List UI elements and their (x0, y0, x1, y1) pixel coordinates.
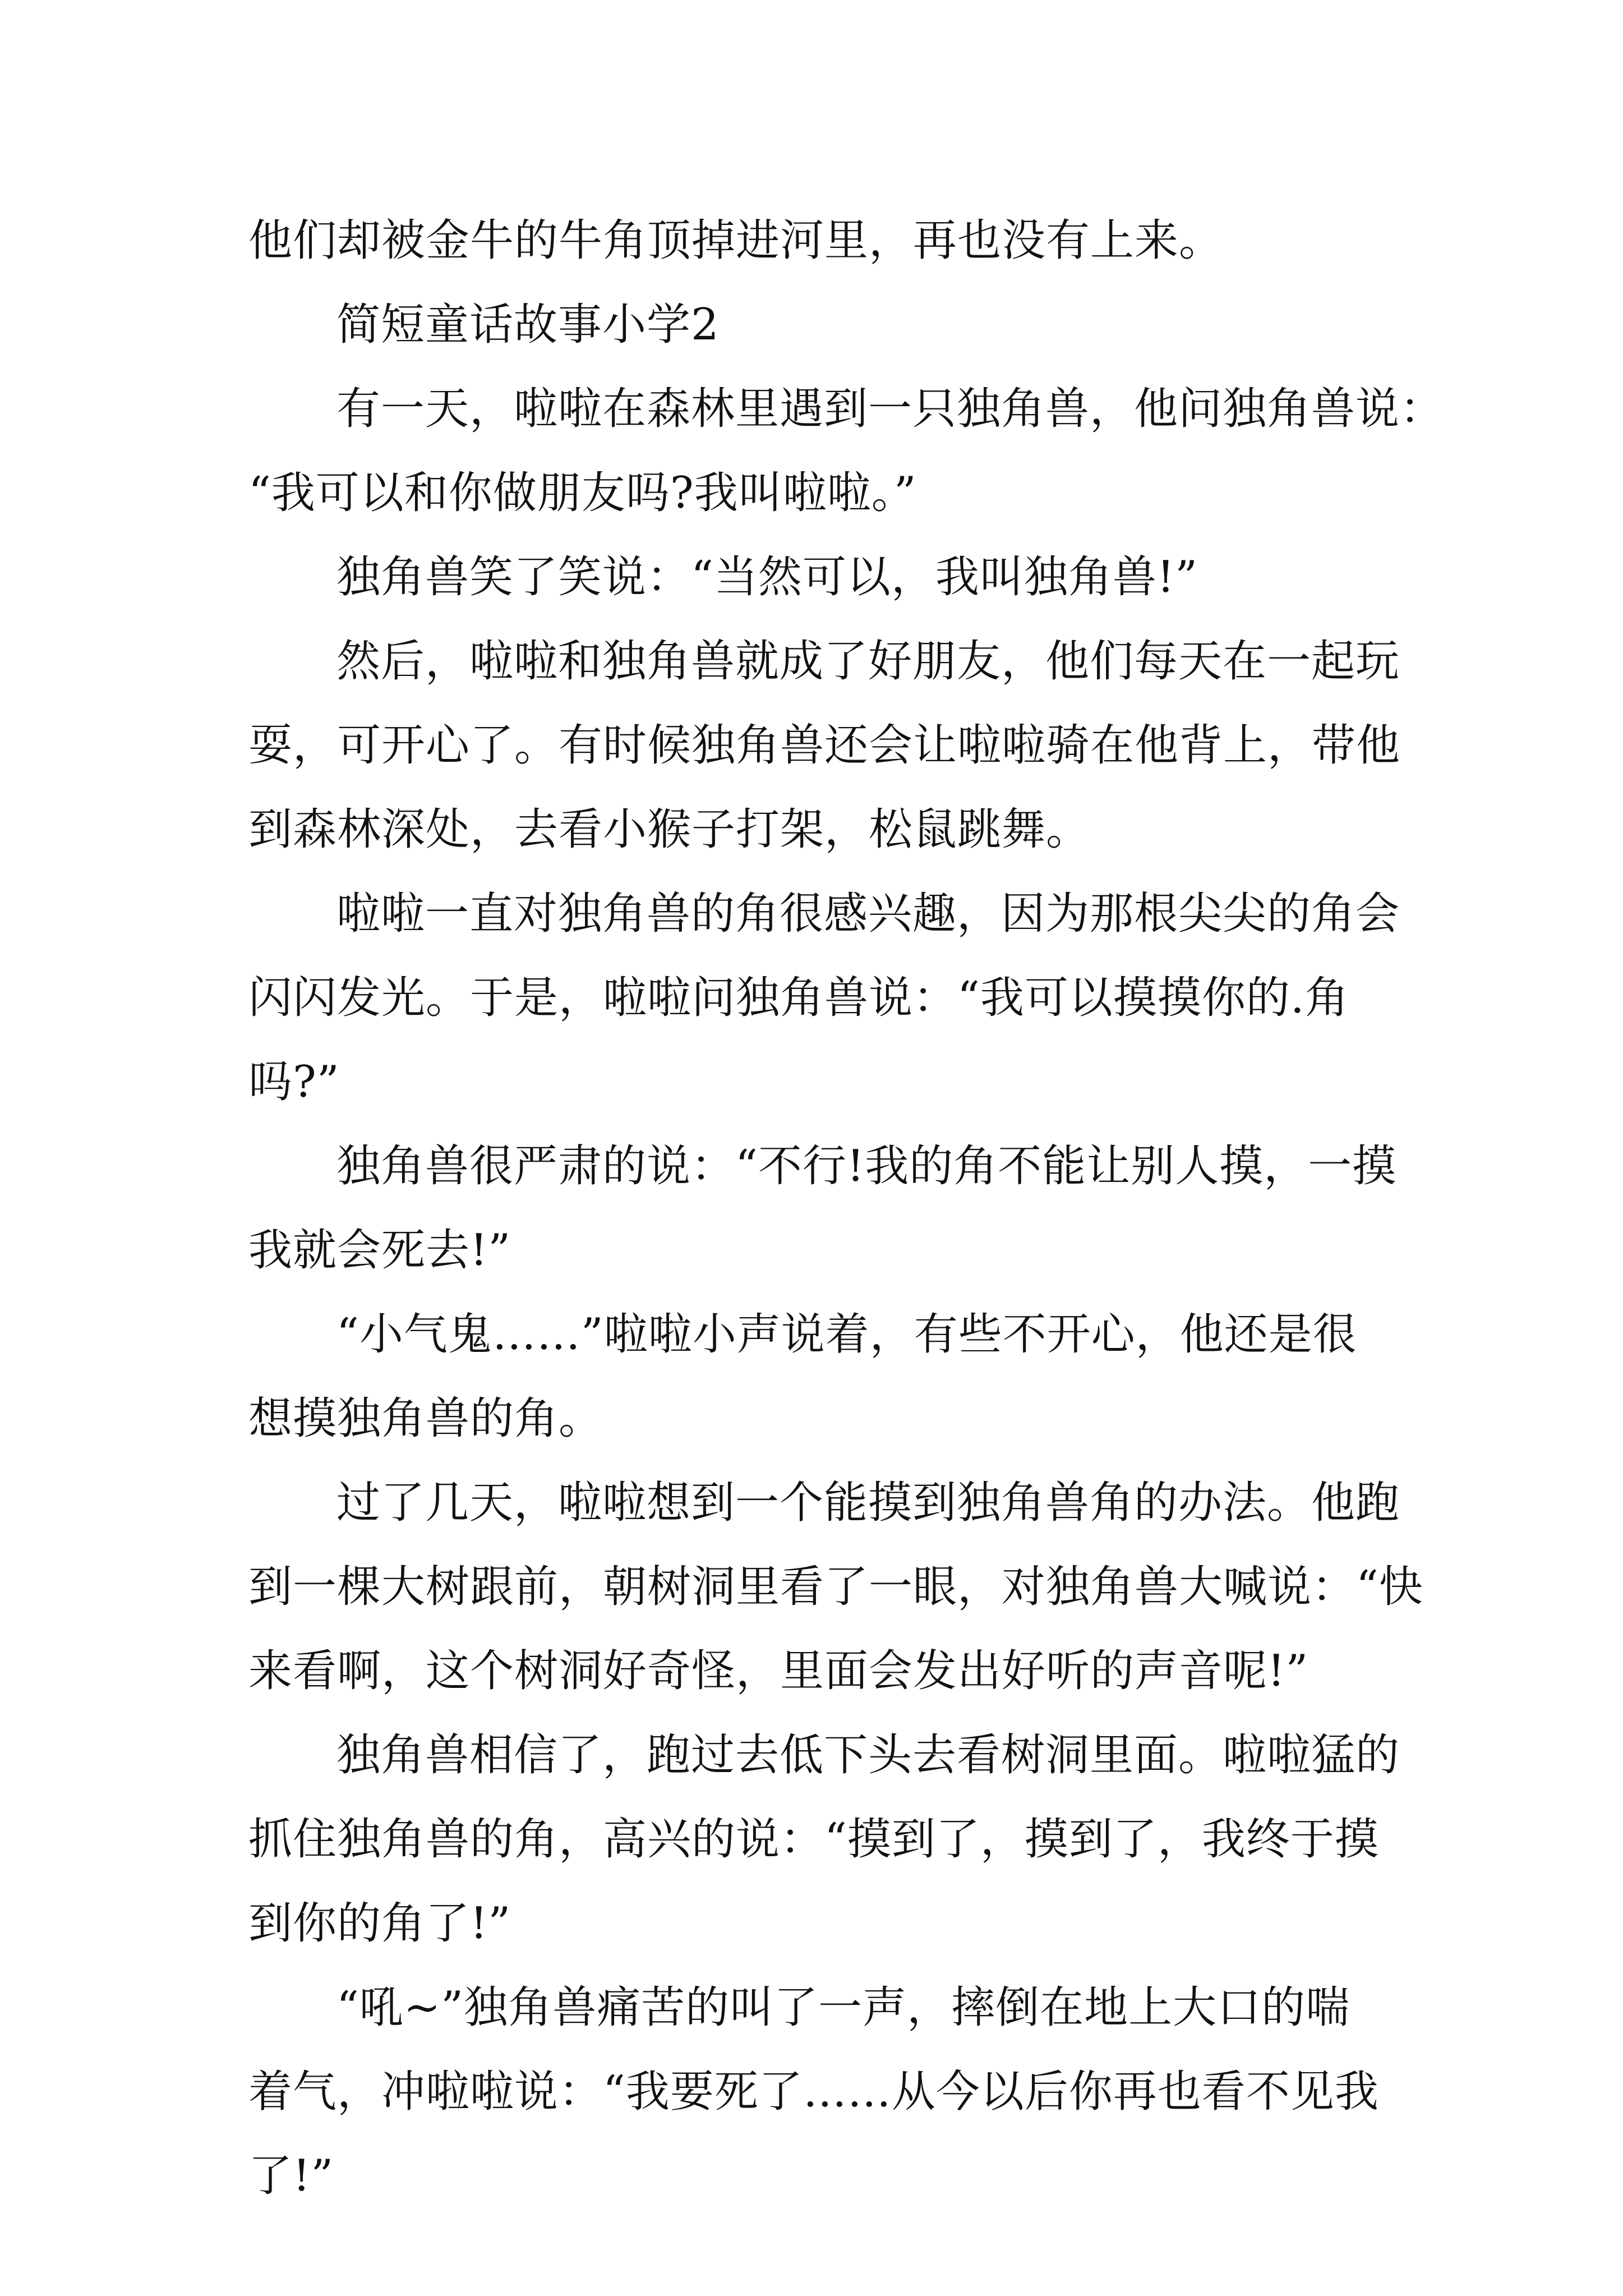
text-line: 吗?” (248, 1057, 340, 1107)
text-line: 到森林深处，去看小猴子打架，松鼠跳舞。 (248, 804, 1091, 855)
text-line: 到你的角了!” (248, 1898, 511, 1949)
text-line: 抓住独角兽的角，高兴的说：“摸到了，摸到了，我终于摸 (248, 1814, 1379, 1865)
story-text (248, 211, 1445, 2230)
text-line: 独角兽相信了，跑过去低下头去看树洞里面。啦啦猛的 (336, 1730, 1400, 1780)
text-line: 过了几天，啦啦想到一个能摸到独角兽角的办法。他跑 (336, 1478, 1400, 1528)
text-line: 独角兽很严肃的说：“不行!我的角不能让别人摸，一摸 (336, 1141, 1397, 1191)
text-line: 然后，啦啦和独角兽就成了好朋友，他们每天在一起玩 (336, 636, 1400, 687)
section-heading: 简短童话故事小学2 (336, 300, 720, 350)
text-line: 想摸独角兽的角。 (248, 1393, 603, 1444)
text-line: 我就会死去!” (248, 1225, 511, 1276)
text-line: 他们却被金牛的牛角顶掉进河里，再也没有上来。 (248, 215, 1224, 266)
text-line: 耍，可开心了。有时候独角兽还会让啦啦骑在他背上，带他 (248, 720, 1401, 771)
text-line: “小气鬼……”啦啦小声说着，有些不开心，他还是很 (336, 1309, 1357, 1360)
text-line: 着气，冲啦啦说：“我要死了……从今以后你再也看不见我 (248, 2067, 1379, 2117)
text-line: “吼~”独角兽痛苦的叫了一声，摔倒在地上大口的喘 (336, 1982, 1350, 2033)
text-line: 来看啊，这个树洞好奇怪，里面会发出好听的声音呢!” (248, 1646, 1309, 1696)
text-line: 有一天，啦啦在森林里遇到一只独角兽，他问独角兽说： (336, 384, 1445, 434)
text-line: 闪闪发光。于是，啦啦问独角兽说：“我可以摸摸你的.角 (248, 973, 1349, 1023)
text-line: “我可以和你做朋友吗?我叫啦啦。” (248, 468, 917, 518)
text-line: 了!” (248, 2151, 334, 2201)
text-line: 到一棵大树跟前，朝树洞里看了一眼，对独角兽大喊说：“快 (248, 1562, 1423, 1612)
text-line: 独角兽笑了笑说：“当然可以，我叫独角兽!” (336, 552, 1198, 602)
text-line: 啦啦一直对独角兽的角很感兴趣，因为那根尖尖的角会 (336, 889, 1400, 939)
